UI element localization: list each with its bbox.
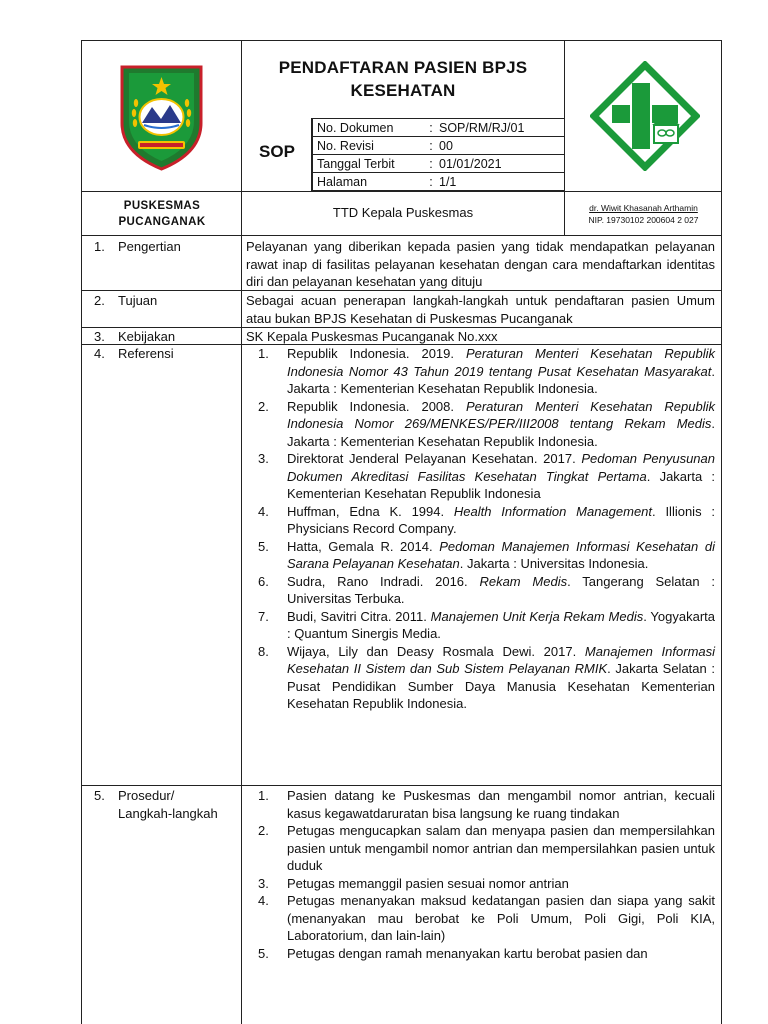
section-label	[94, 787, 218, 822]
doc-field-row	[313, 173, 565, 191]
signer-nip: NIP. 19730102 200604 2 027	[588, 215, 699, 225]
procedure-step	[246, 822, 715, 875]
doc-field-row	[313, 137, 565, 155]
ref-publisher: . Yogyakarta : Quantum Sinergis Media.	[287, 608, 715, 641]
step-text: Petugas memanggil pasien sesuai nomor antrian	[287, 875, 569, 891]
ref-title: Peraturan Menteri Kesehatan Republik Indonesia Nomor 269/MENKES/PER/III2008 tentang Rekam Medis	[287, 398, 715, 431]
doc-field-value: 1/1	[435, 173, 565, 191]
sop-body	[81, 236, 722, 1024]
section-number: 5.	[94, 788, 105, 803]
ref-author: Republik Indonesia. 2008.	[287, 398, 466, 414]
ref-author: Hatta, Gemala R. 2014.	[287, 538, 440, 554]
section-label	[94, 292, 157, 310]
section-title: Pengertian	[118, 239, 181, 254]
sop-header	[81, 40, 722, 236]
doc-field-label: Tanggal Terbit	[313, 155, 428, 173]
institution-name	[82, 198, 242, 230]
item-number: 5.	[258, 945, 269, 961]
procedure-step	[246, 875, 715, 893]
ref-title: Pedoman Penyusunan Dokumen Akreditasi Fasilitas Kesehatan Tingkat Pertama	[287, 451, 715, 484]
ref-author: Budi, Savitri Citra. 2011.	[287, 608, 431, 624]
section-label	[94, 345, 174, 363]
section-number: 1.	[94, 239, 105, 254]
item-number: 4.	[258, 503, 269, 519]
regency-emblem-icon	[114, 61, 209, 173]
ref-author: Republik Indonesia. 2019.	[287, 346, 466, 361]
signer-name: dr. Wiwit Khasanah Arthamin	[589, 203, 698, 213]
section-label	[94, 328, 175, 346]
step-text: Petugas dengan ramah menanyakan kartu berobat pasien dan	[287, 945, 648, 961]
institution-line: PUCANGANAK	[118, 216, 206, 228]
section-number: 2.	[94, 293, 105, 308]
ref-publisher: . Jakarta Selatan : Pusat Pendidikan Sumber Daya Manusia Kesehatan Kementerian Kesehatan Republik Indonesia.	[287, 661, 716, 711]
sop-label: SOP	[259, 142, 295, 161]
kebijakan-text: SK Kepala Puskesmas Pucanganak No.xxx	[246, 329, 498, 344]
doc-field-separator: :	[427, 119, 435, 137]
ref-title: Rekam Medis	[479, 573, 568, 589]
item-number: 1.	[258, 346, 269, 361]
reference-item	[246, 345, 715, 398]
ref-title: Peraturan Menteri Kesehatan Republik Indonesia Nomor 43 Tahun 2019 tentang Pusat Kesehatan Masyarakat	[287, 346, 715, 379]
section-title: Referensi	[118, 346, 174, 361]
signature-caption: TTD Kepala Puskesmas	[332, 205, 474, 220]
reference-item	[246, 573, 715, 608]
ref-author: Direktorat Jenderal Pelayanan Kesehatan. 2017.	[287, 451, 582, 466]
step-text: Pasien datang ke Puskesmas dan mengambil nomor antrian, kecuali kasus kegawatdaruratan bisa langsung ke ruang tindakan	[287, 788, 715, 821]
procedure-step	[246, 787, 715, 822]
reference-item	[246, 538, 715, 573]
column-divider	[241, 236, 242, 1024]
item-number: 5.	[258, 538, 269, 554]
sop-title: PENDAFTARAN PASIEN BPJS KESEHATAN	[278, 58, 528, 100]
section-number: 4.	[94, 346, 105, 361]
reference-item	[246, 608, 715, 643]
section-label	[94, 238, 181, 256]
ref-publisher: . Jakarta : Universitas Indonesia.	[459, 556, 649, 571]
procedure-step	[246, 892, 715, 945]
doc-field-value: 00	[435, 137, 565, 155]
doc-field-value: SOP/RM/RJ/01	[435, 119, 565, 137]
ref-author: Huffman, Edna K. 1994.	[287, 503, 454, 519]
ref-author: Wijaya, Lily dan Deasy Rosmala Dewi. 2017.	[287, 643, 585, 659]
section-title: Tujuan	[118, 293, 158, 308]
ref-author: Sudra, Rano Indradi. 2016.	[287, 573, 480, 589]
signer-block	[564, 202, 723, 226]
doc-field-row	[313, 119, 565, 137]
ref-publisher: . Tangerang Selatan : Universitas Terbuka.	[287, 573, 716, 606]
item-number: 8.	[258, 643, 269, 659]
item-number: 2.	[258, 823, 269, 838]
ref-title: Health Information Management	[453, 503, 653, 519]
ref-publisher: . Jakarta : Kementerian Kesehatan Republik Indonesia	[287, 468, 716, 501]
section-title: Prosedur/	[118, 788, 175, 803]
item-number: 2.	[258, 398, 269, 414]
row-divider	[82, 785, 722, 786]
sop-page	[81, 40, 722, 1024]
ref-publisher: . Jakarta : Kementerian Kesehatan Republik Indonesia.	[287, 416, 715, 449]
item-number: 1.	[258, 788, 269, 803]
section-title: Langkah-langkah	[118, 805, 218, 821]
doc-field-label: Halaman	[313, 173, 428, 191]
item-number: 3.	[258, 875, 269, 891]
step-text: Petugas menanyakan maksud kedatangan pasien dan siapa yang sakit (menanyakan mau berobat ke Poli Umum, Poli Gigi, Poli KIA, Laboratorium, dan lain-lain)	[287, 893, 715, 943]
ref-title: Manajemen Unit Kerja Rekam Medis	[430, 608, 644, 624]
doc-field-separator: :	[427, 155, 435, 173]
item-number: 7.	[258, 608, 269, 624]
doc-field-value: 01/01/2021	[435, 155, 565, 173]
ref-title: Manajemen Informasi Kesehatan II Sistem dan Sub Sistem Pelayanan RMIK	[287, 643, 716, 676]
pengertian-text: Pelayanan yang diberikan kepada pasien yang tidak mendapatkan pelayanan rawat inap di fasilitas pelayanan kesehatan dengan cara mendaftarkan identitas diri dan pelayanan kesehatan yang dituju	[246, 239, 715, 289]
tujuan-text: Sebagai acuan penerapan langkah-langkah untuk pendaftaran pasien Umum atau bukan BPJS Kesehatan di Puskesmas Pucanganak	[246, 293, 715, 326]
ref-publisher: . Illionis : Physicians Record Company.	[287, 503, 715, 536]
doc-field-row	[313, 155, 565, 173]
reference-item	[246, 503, 715, 538]
procedure-step	[246, 945, 715, 963]
ref-publisher: . Jakarta : Kementerian Kesehatan Republik Indonesia.	[287, 363, 715, 396]
reference-item	[246, 398, 715, 451]
item-number: 4.	[258, 893, 269, 908]
doc-field-label: No. Dokumen	[313, 119, 428, 137]
ref-title: Pedoman Manajemen Informasi Kesehatan di Sarana Pelayanan Kesehatan	[287, 538, 716, 571]
puskesmas-logo-icon	[590, 61, 700, 171]
reference-item	[246, 643, 715, 713]
doc-field-separator: :	[427, 137, 435, 155]
procedure-list	[246, 787, 715, 962]
doc-field-label: No. Revisi	[313, 137, 428, 155]
document-info-table	[312, 118, 565, 191]
section-title: Kebijakan	[118, 329, 176, 344]
institution-line: PUSKESMAS	[123, 200, 201, 212]
reference-list	[246, 345, 715, 713]
step-text: Petugas mengucapkan salam dan menyapa pasien dan mempersilahkan pasien untuk mengambil nomor antrian dan mempersilahkan pasien untuk duduk	[287, 823, 715, 873]
item-number: 6.	[258, 573, 269, 589]
doc-field-separator: :	[427, 173, 435, 191]
section-number: 3.	[94, 329, 105, 344]
header-divider	[82, 191, 722, 192]
reference-item	[246, 450, 715, 503]
item-number: 3.	[258, 451, 269, 466]
